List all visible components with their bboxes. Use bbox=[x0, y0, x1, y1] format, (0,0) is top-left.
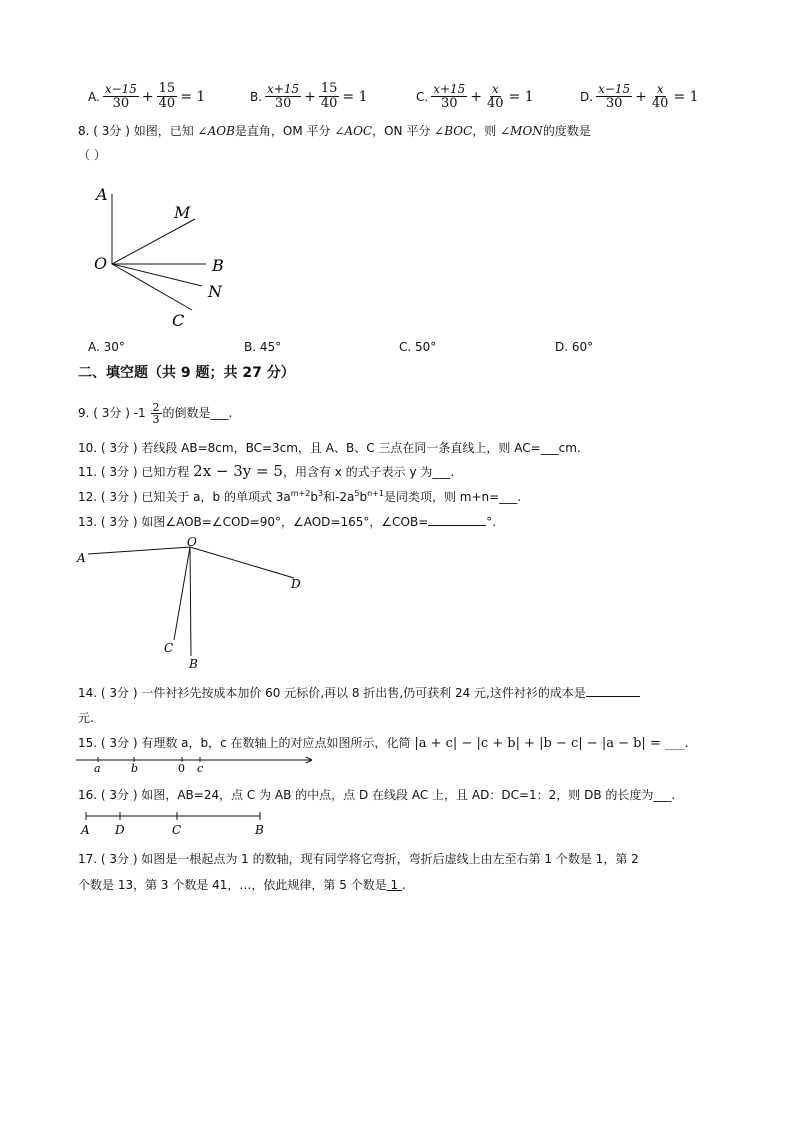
ray-oc bbox=[112, 264, 192, 310]
label-b: B bbox=[189, 657, 198, 671]
q8-option-a[interactable]: A. 30° bbox=[88, 340, 125, 354]
label-b: b bbox=[131, 762, 139, 775]
label-o: O bbox=[94, 254, 108, 273]
q8-option-d[interactable]: D. 60° bbox=[555, 340, 594, 354]
label-c: C bbox=[164, 641, 174, 655]
label-a: A bbox=[81, 823, 90, 837]
label-c: C bbox=[172, 823, 182, 837]
label-m: M bbox=[174, 203, 191, 222]
fraction: $\frac{x+15}{30}$ bbox=[267, 82, 300, 111]
q7-option-a[interactable]: A. $\frac{x-15}{30}$ + $\frac{15}{40}$ = 1 bbox=[88, 81, 206, 111]
q16-segment-figure bbox=[74, 808, 274, 838]
q15: 15. ( 3分 ) 有理数 a，b，c 在数轴上的对应点如图所示，化简 |a + c| − |c + b| + |b − c| − |a − b| = ___. bbox=[78, 736, 689, 751]
label-c: C bbox=[172, 311, 185, 330]
q14-line2: 元. bbox=[78, 711, 94, 725]
label-n: N bbox=[208, 282, 222, 301]
q12: 12. ( 3分 ) 已知关于 a，b 的单项式 $3a^{m+2}b^3$和$-2a^5b^{n+1}$是同类项，则 m+n=___. bbox=[78, 489, 522, 504]
answer-blank[interactable] bbox=[586, 685, 640, 697]
q13-angle-figure bbox=[70, 534, 320, 674]
q7-option-b[interactable]: B. $\frac{x+15}{30}$ + $\frac{15}{40}$ = 1 bbox=[250, 81, 368, 111]
fraction: $\frac{x-15}{30}$ bbox=[104, 82, 137, 111]
option-label: D. bbox=[580, 89, 594, 104]
q8-option-b[interactable]: B. 45° bbox=[244, 340, 282, 354]
label-b: B bbox=[255, 823, 264, 837]
fraction: $\frac{x-15}{30}$ bbox=[598, 82, 631, 111]
option-label: B. bbox=[250, 89, 263, 104]
q8-angle-figure bbox=[88, 180, 248, 330]
label-zero: 0 bbox=[178, 762, 185, 775]
q15-number-line bbox=[74, 754, 324, 776]
q17-answer: 1 bbox=[386, 878, 402, 892]
ray-oc bbox=[174, 547, 190, 640]
label-a: A bbox=[77, 551, 86, 565]
ray-ob bbox=[190, 547, 191, 656]
fraction: $\frac{15}{40}$ bbox=[158, 81, 176, 111]
q8-option-c[interactable]: C. 50° bbox=[399, 340, 437, 354]
q16: 16. ( 3分 ) 如图，AB=24，点 C 为 AB 的中点，点 D 在线段 AC 上，且 AD：DC=1：2，则 DB 的长度为___. bbox=[78, 788, 676, 802]
label-d: D bbox=[115, 823, 125, 837]
fraction: $\frac{x}{40}$ bbox=[487, 82, 504, 111]
option-label: A. bbox=[88, 89, 100, 104]
label-d: D bbox=[291, 577, 301, 591]
label-a: a bbox=[94, 762, 101, 775]
q7-option-c[interactable]: C. $\frac{x+15}{30}$ + $\frac{x}{40}$ = 1 bbox=[416, 82, 534, 111]
q8-stem: 8. ( 3分 ) 如图，已知 ∠AOB是直角，OM 平分 ∠AOC，ON 平分 ∠BOC，则 ∠MON的度数是 bbox=[78, 124, 591, 138]
q11: 11. ( 3分 ) 已知方程 2x − 3y = 5，用含有 x 的式子表示 y 为___. bbox=[78, 462, 455, 480]
ray-om bbox=[112, 219, 195, 264]
section-heading: 二、填空题（共 9 题；共 27 分） bbox=[78, 365, 295, 381]
q8-answer-paren: （ ） bbox=[78, 148, 106, 162]
label-b: B bbox=[212, 256, 224, 275]
q10: 10. ( 3分 ) 若线段 AB=8cm，BC=3cm，且 A、B、C 三点在同一条直线上，则 AC=___cm. bbox=[78, 441, 581, 455]
ray-od bbox=[190, 547, 294, 578]
ray-on bbox=[112, 264, 202, 286]
answer-blank[interactable] bbox=[428, 514, 486, 526]
label-a: A bbox=[96, 185, 108, 204]
label-c: c bbox=[197, 762, 204, 775]
option-label: C. bbox=[416, 89, 429, 104]
fraction: $\frac{x+15}{30}$ bbox=[433, 82, 466, 111]
label-o: O bbox=[187, 535, 197, 549]
q9: 9. ( 3分 ) -1 $\frac{2}{3}$ 的倒数是___. bbox=[78, 401, 233, 426]
fraction: $\frac{2}{3}$ bbox=[152, 401, 160, 426]
q17-line1: 17. ( 3分 ) 如图是一根起点为 1 的数轴，现有同学将它弯折，弯折后虚线上由左至右第 1 个数是 1，第 2 bbox=[78, 852, 639, 866]
q7-option-d[interactable]: D. $\frac{x-15}{30}$ + $\frac{x}{40}$ = 1 bbox=[580, 82, 699, 111]
fraction: $\frac{x}{40}$ bbox=[651, 82, 669, 111]
q13: 13. ( 3分 ) 如图∠AOB=∠COD=90°，∠AOD=165°，∠COB= °. bbox=[78, 515, 497, 529]
ray-oa bbox=[88, 547, 190, 554]
q14-line1: 14. ( 3分 ) 一件衬衫先按成本加价 60 元标价,再以 8 折出售,仍可获利 24 元,这件衬衫的成本是 bbox=[78, 684, 640, 701]
q17-line2: 个数是 13，第 3 个数是 41，…，依此规律，第 5 个数是 1 . bbox=[78, 878, 406, 892]
fraction: $\frac{15}{40}$ bbox=[320, 81, 338, 111]
